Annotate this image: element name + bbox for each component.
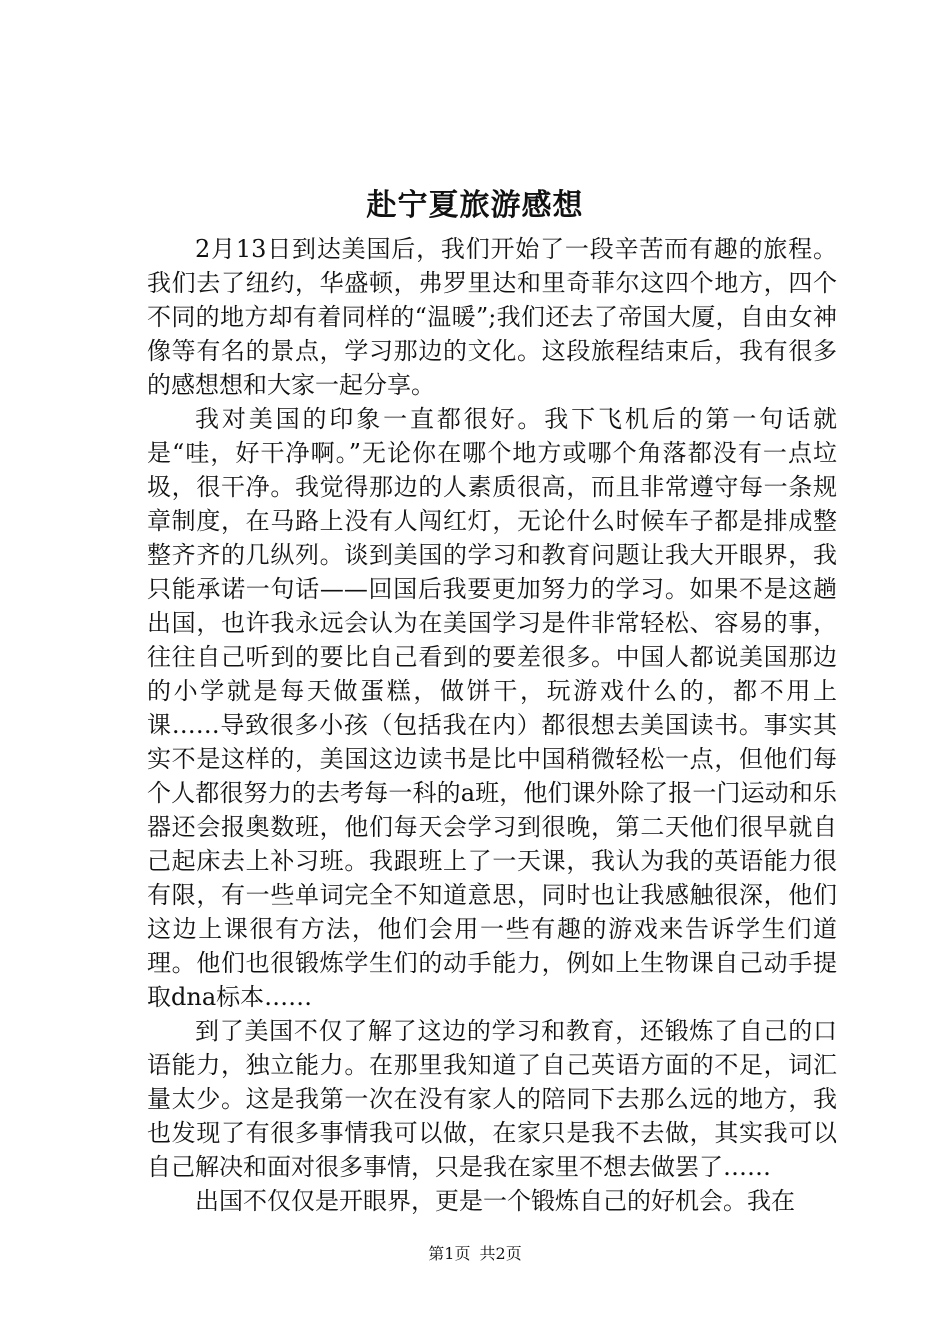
page-footer xyxy=(0,1244,950,1264)
page-total: 共2页 xyxy=(479,1244,522,1263)
paragraph-2: 我对美国的印象一直都很好。我下飞机后的第一句话就是“哇，好干净啊。”无论你在哪个地方或哪个角落都没有一点垃圾，很干净。我觉得那边的人素质很高，而且非常遵守每一条规章制度，在马路上没有人闯红灯，无论什么时候车子都是排成整整齐齐的几纵列。谈到美国的学习和教育问题让我大开眼界，我只能承诺一句话——回国后我要更加努力的学习。如果不是这趟出国，也许我永远会认为在美国学习是件非常轻松、容易的事，往往自己听到的要比自己看到的要差很多。中国人都说美国那边的小学就是每天做蛋糕，做饼干，玩游戏什么的，都不用上课……导致很多小孩（包括我在内）都很想去美国读书。事实其实不是这样的，美国这边读书是比中国稍微轻松一点，但他们每个人都很努力的去考每一科的a班，他们课外除了报一门运动和乐器还会报奥数班，他们每天会学习到很晚，第二天他们很早就自己起床去上补习班。我跟班上了一天课，我认为我的英语能力很有限，有一些单词完全不知道意思，同时也让我感触很深，他们这边上课很有方法，他们会用一些有趣的游戏来告诉学生们道理。他们也很锻炼学生们的动手能力，例如上生物课自己动手提取dna标本…… xyxy=(147,405,837,1011)
paragraph-1: 2月13日到达美国后，我们开始了一段辛苦而有趣的旅程。我们去了纽约，华盛顿，弗罗里达和里奇菲尔这四个地方，四个不同的地方却有着同样的“温暖”;我们还去了帝国大厦，自由女神像等有名的景点，学习那边的文化。这段旅程结束后，我有很多的感想想和大家一起分享。 xyxy=(147,235,837,399)
document-title: 赴宁夏旅游感想 xyxy=(366,188,584,223)
page-number: 第1页 xyxy=(428,1244,471,1263)
paragraph-4: 出国不仅仅是开眼界，更是一个锻炼自己的好机会。我在 xyxy=(195,1187,795,1215)
document-body xyxy=(147,232,837,1218)
paragraph-3: 到了美国不仅了解了这边的学习和教育，还锻炼了自己的口语能力，独立能力。在那里我知道了自己英语方面的不足，词汇量太少。这是我第一次在没有家人的陪同下去那么远的地方，我也发现了有很多事情我可以做，在家只是我不去做，其实我可以自己解决和面对很多事情，只是我在家里不想去做罢了…… xyxy=(147,1017,837,1181)
